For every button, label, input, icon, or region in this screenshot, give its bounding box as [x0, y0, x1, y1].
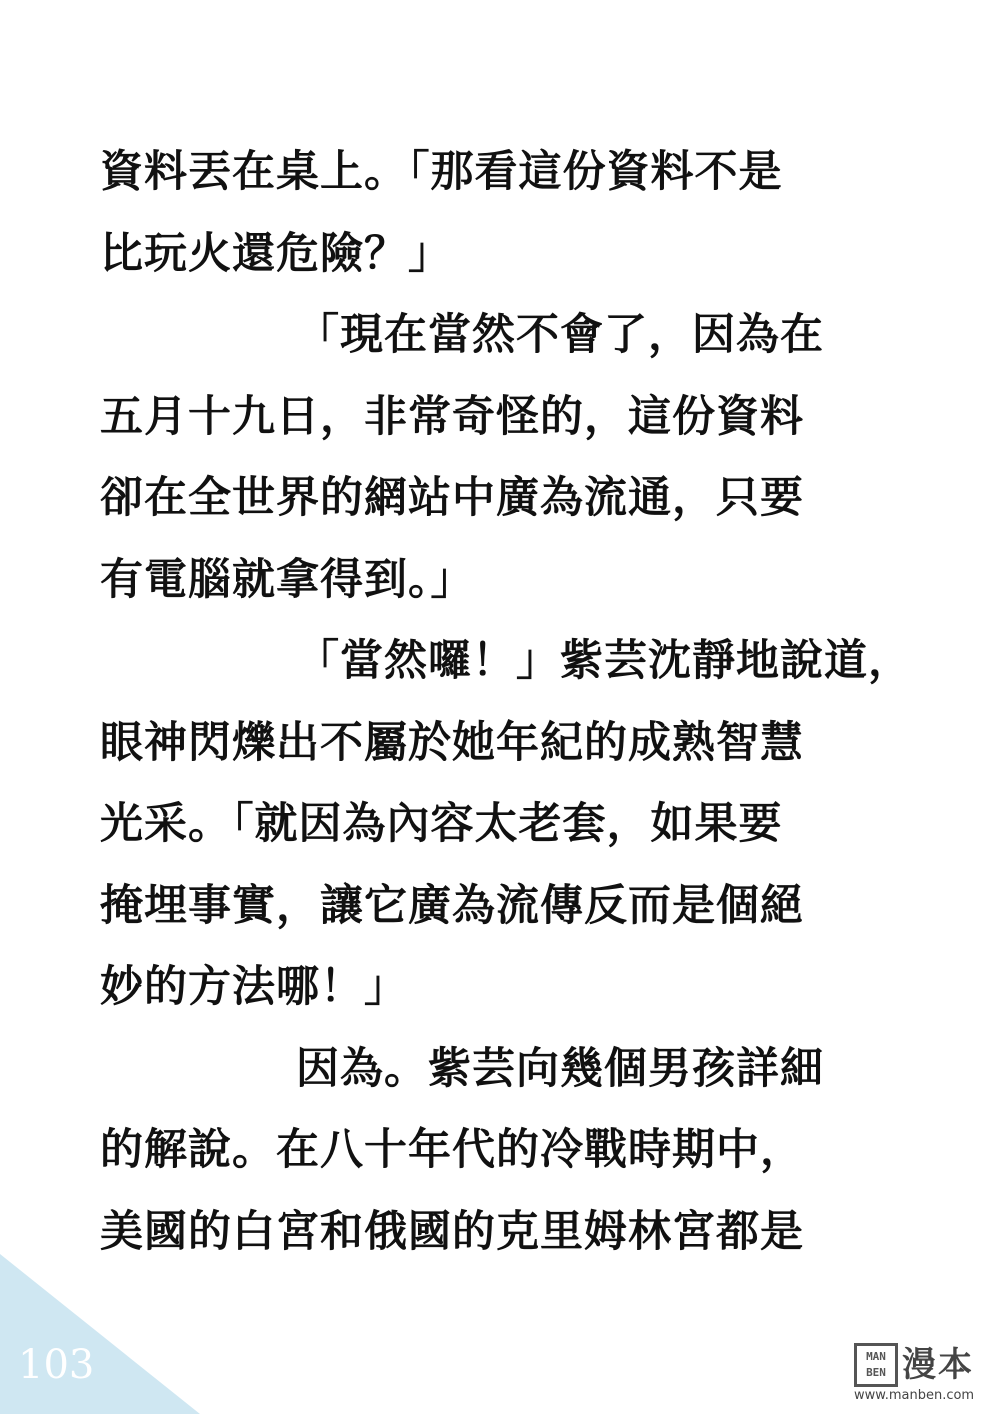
text-line: 妙的方法哪！」 — [100, 962, 408, 1012]
text-line: 「當然囉！」紫芸沈靜地說道， — [296, 636, 912, 686]
text-line: 的解說。在八十年代的冷戰時期中， — [100, 1125, 804, 1175]
watermark — [852, 1343, 990, 1405]
watermark-logo-icon: MAN BEN — [854, 1343, 898, 1387]
text-line: 掩埋事實，讓它廣為流傳反而是個絕 — [100, 880, 804, 931]
text-line: 「現在當然不會了，因為在 — [296, 310, 824, 360]
body-text — [100, 132, 960, 1273]
text-line: 因為。紫芸向幾個男孩詳細 — [296, 1043, 824, 1094]
text-line: 資料丟在桌上。「那看這份資料不是 — [100, 147, 783, 197]
page-number: 103 — [18, 1342, 95, 1388]
watermark-title: 漫本 — [902, 1345, 974, 1385]
watermark-url: www.manben.com — [854, 1388, 975, 1403]
corner-decoration — [0, 1254, 200, 1414]
text-line: 五月十九日，非常奇怪的，這份資料 — [100, 391, 804, 442]
text-line: 有電腦就拿得到。」 — [100, 554, 475, 605]
text-line: 比玩火還危險？」 — [100, 228, 452, 279]
text-line: 卻在全世界的網站中廣為流通，只要 — [100, 473, 804, 523]
text-line: 眼神閃爍出不屬於她年紀的成熟智慧 — [100, 717, 804, 768]
text-line: 美國的白宮和俄國的克里姆林宮都是 — [100, 1206, 804, 1257]
text-line: 光采。「就因為內容太老套，如果要 — [100, 799, 783, 849]
